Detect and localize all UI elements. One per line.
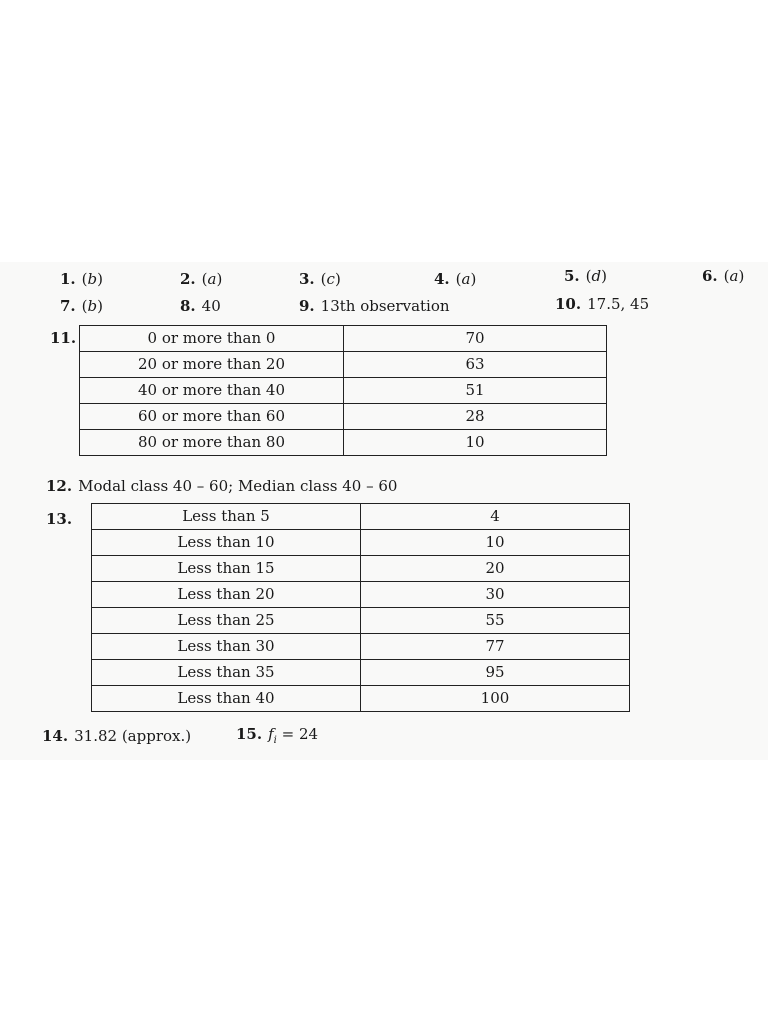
frequency-cell: 51	[344, 378, 607, 404]
frequency-cell: 28	[344, 404, 607, 430]
class-cell: Less than 35	[92, 660, 361, 686]
answer-12: 12. Modal class 40 – 60; Median class 40 – 60	[46, 477, 398, 495]
frequency-cell: 4	[361, 504, 630, 530]
class-cell: 0 or more than 0	[80, 326, 344, 352]
table-row	[92, 504, 630, 530]
answer-7: 7. (b)	[60, 297, 103, 315]
table-row	[92, 634, 630, 660]
frequency-cell: 95	[361, 660, 630, 686]
class-cell: Less than 30	[92, 634, 361, 660]
less-than-ogive-table	[91, 503, 630, 712]
class-cell: Less than 20	[92, 582, 361, 608]
class-cell: 80 or more than 80	[80, 430, 344, 456]
class-cell: Less than 10	[92, 530, 361, 556]
frequency-cell: 10	[361, 530, 630, 556]
class-cell: Less than 25	[92, 608, 361, 634]
answer-5: 5. (d)	[564, 267, 607, 285]
table-row	[80, 352, 607, 378]
frequency-cell: 30	[361, 582, 630, 608]
answer-9: 9. 13th observation	[299, 297, 450, 315]
answer-6: 6. (a)	[702, 267, 745, 285]
frequency-cell: 63	[344, 352, 607, 378]
question-13-number: 13.	[46, 510, 73, 528]
table-row	[92, 556, 630, 582]
table-row	[80, 326, 607, 352]
frequency-cell: 55	[361, 608, 630, 634]
table-row	[80, 430, 607, 456]
more-than-ogive-table	[79, 325, 607, 456]
answer-1: 1. (b)	[60, 270, 103, 288]
frequency-cell: 10	[344, 430, 607, 456]
table-row	[92, 582, 630, 608]
frequency-cell: 100	[361, 686, 630, 712]
answer-3: 3. (c)	[299, 270, 341, 288]
frequency-cell: 77	[361, 634, 630, 660]
answer-8: 8. 40	[180, 297, 221, 315]
frequency-cell: 70	[344, 326, 607, 352]
table-row	[80, 378, 607, 404]
class-cell: Less than 40	[92, 686, 361, 712]
answer-4: 4. (a)	[434, 270, 477, 288]
table-row	[92, 660, 630, 686]
answer-2: 2. (a)	[180, 270, 223, 288]
table-row	[92, 686, 630, 712]
table-row	[92, 608, 630, 634]
table-row	[80, 404, 607, 430]
class-cell: 40 or more than 40	[80, 378, 344, 404]
answer-14: 14. 31.82 (approx.)	[42, 727, 192, 745]
class-cell: 60 or more than 60	[80, 404, 344, 430]
answer-15: 15. $f_i = 24$	[236, 725, 319, 746]
frequency-cell: 20	[361, 556, 630, 582]
answer-10: 10. 17.5, 45	[555, 295, 650, 313]
class-cell: Less than 5	[92, 504, 361, 530]
class-cell: 20 or more than 20	[80, 352, 344, 378]
table-row	[92, 530, 630, 556]
class-cell: Less than 15	[92, 556, 361, 582]
question-11-number: 11.	[50, 329, 77, 347]
